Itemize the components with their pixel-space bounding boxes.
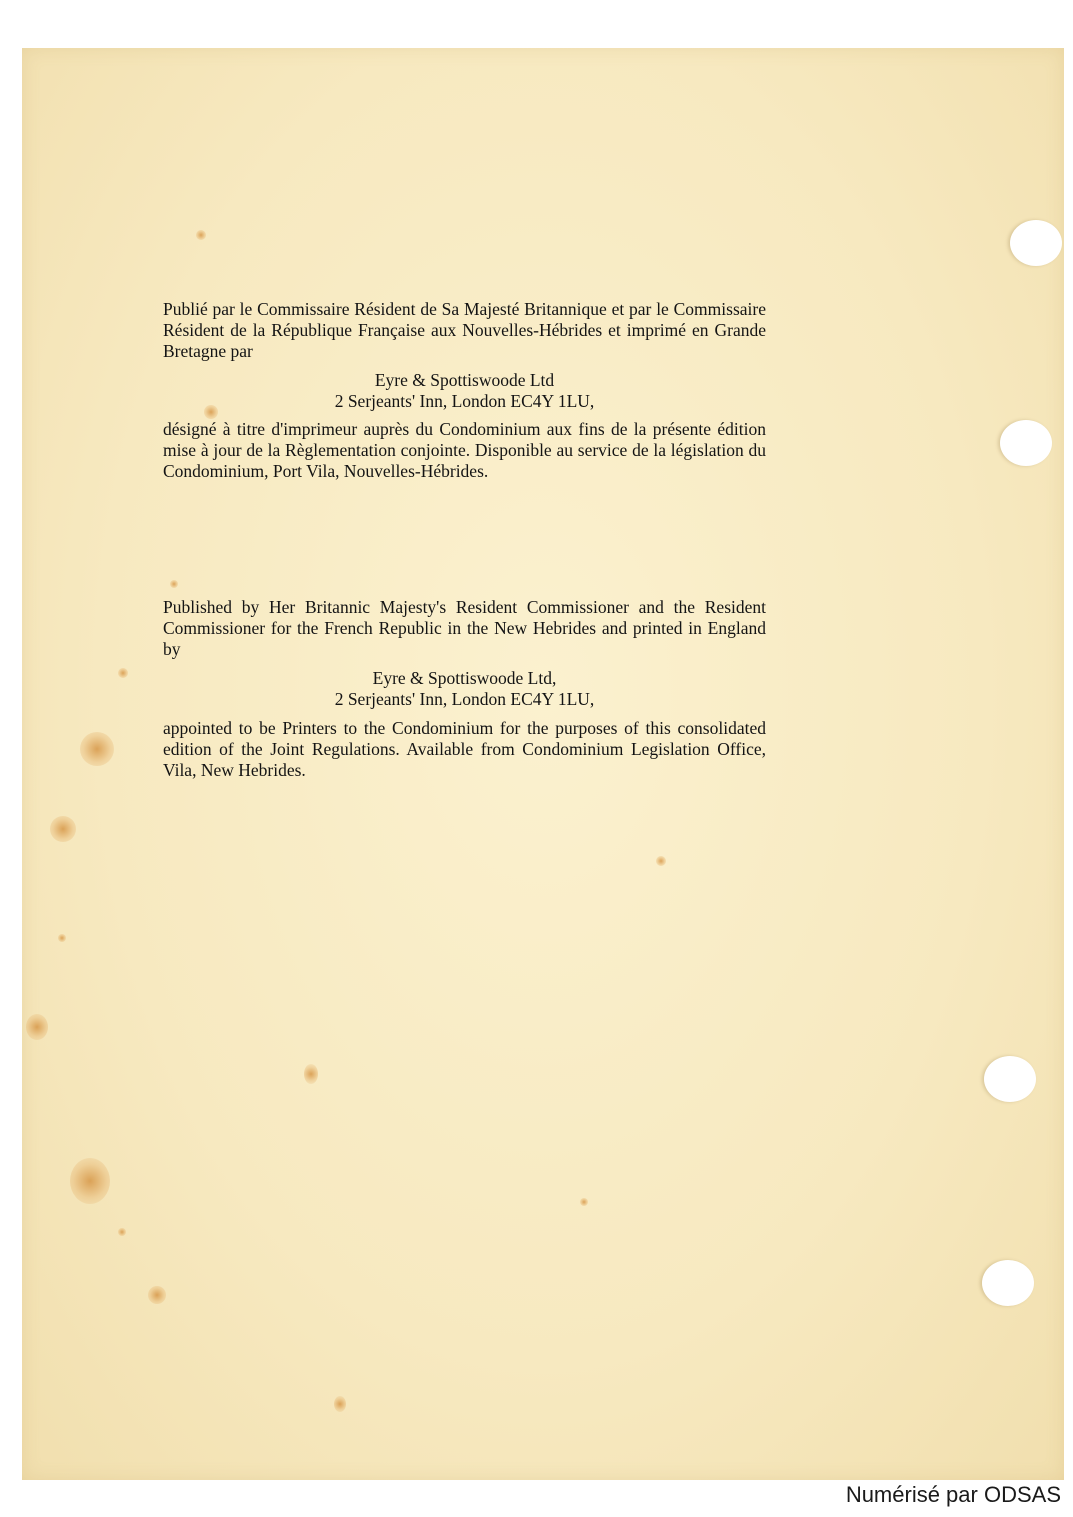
foxing-stain [580,1198,588,1206]
french-printer-name: Eyre & Spottiswoode Ltd [374,370,555,390]
foxing-stain [656,856,666,866]
foxing-stain [50,816,76,842]
english-printer-address: 2 Serjeants' Inn, London EC4Y 1LU, [334,689,595,709]
foxing-stain [170,580,178,588]
foxing-stain [148,1286,166,1304]
foxing-stain [118,1228,126,1236]
foxing-stain [26,1014,48,1040]
digitization-credit: Numérisé par ODSAS [845,1482,1061,1507]
foxing-stain [118,668,128,678]
foxing-stain [304,1064,318,1084]
foxing-stain [80,732,114,766]
english-closing-paragraph: appointed to be Printers to the Condominium for the purposes of this consolidated edition of the Joint Regulations. Available from Condominium Legislation Office, Vila, New Hebrides. [163,718,766,780]
punch-hole [982,1260,1034,1306]
punch-hole [1010,220,1062,266]
punch-hole [984,1056,1036,1102]
french-printer-address: 2 Serjeants' Inn, London EC4Y 1LU, [334,391,595,411]
punch-hole [1000,420,1052,466]
foxing-stain [58,934,66,942]
french-intro-paragraph: Publié par le Commissaire Résident de Sa Majesté Britannique et par le Commissaire Résident de la République Française aux Nouvelles-Hébrides et imprimé en Grande Bretagne par [163,299,766,361]
french-imprint [163,299,766,482]
english-printer-name: Eyre & Spottiswoode Ltd, [372,668,557,688]
foxing-stain [334,1396,346,1412]
foxing-stain [196,230,206,240]
french-closing-paragraph: désigné à titre d'imprimeur auprès du Condominium aux fins de la présente édition mise à jour de la Règlementation conjointe. Disponible au service de la législation du Condominium, Port Vila, Nouvelles-Hébrides. [163,419,766,481]
english-imprint [163,597,766,781]
english-intro-paragraph: Published by Her Britannic Majesty's Resident Commissioner and the Resident Commissioner for the French Republic in the New Hebrides and printed in England by [163,597,766,659]
foxing-stain [70,1158,110,1204]
